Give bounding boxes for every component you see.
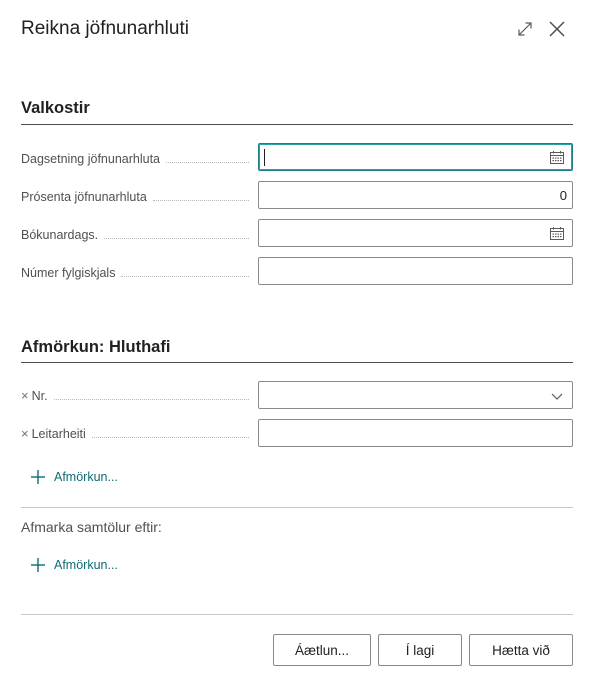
field-label-document-no: Númer fylgiskjals bbox=[21, 264, 249, 280]
section-divider bbox=[21, 507, 573, 508]
ok-button[interactable]: Í lagi bbox=[378, 634, 462, 666]
text-caret bbox=[264, 149, 265, 166]
posting-date-input[interactable] bbox=[258, 219, 573, 247]
dialog-title: Reikna jöfnunarhluti bbox=[21, 18, 189, 39]
field-label-posting-date: Bókunardags. bbox=[21, 226, 249, 242]
schedule-button[interactable]: Áætlun... bbox=[273, 634, 371, 666]
document-no-input[interactable] bbox=[258, 257, 573, 285]
section-title-options: Valkostir bbox=[21, 99, 90, 117]
plus-icon bbox=[29, 556, 47, 574]
field-label-adjustment-date: Dagsetning jöfnunarhluta bbox=[21, 150, 249, 166]
close-icon[interactable] bbox=[546, 18, 568, 40]
add-filter-link[interactable] bbox=[29, 467, 118, 487]
add-totals-filter-label: Afmörkun... bbox=[54, 558, 118, 572]
filter-no-dropdown[interactable] bbox=[258, 381, 573, 409]
expand-icon[interactable] bbox=[514, 18, 536, 40]
remove-filter-icon[interactable]: × bbox=[21, 388, 29, 403]
remove-filter-icon[interactable]: × bbox=[21, 426, 29, 441]
filter-label-search-name: × Leitarheiti bbox=[21, 425, 249, 441]
footer-divider bbox=[21, 614, 573, 615]
add-filter-label: Afmörkun... bbox=[54, 470, 118, 484]
filter-search-name-input[interactable] bbox=[258, 419, 573, 447]
field-label-adjustment-percent: Prósenta jöfnunarhluta bbox=[21, 188, 249, 204]
chevron-down-icon[interactable] bbox=[548, 387, 566, 404]
totals-filter-label: Afmarka samtölur eftir: bbox=[21, 519, 162, 535]
filter-label-no: × Nr. bbox=[21, 387, 249, 403]
plus-icon bbox=[29, 468, 47, 486]
adjustment-date-input[interactable] bbox=[258, 143, 573, 171]
section-divider bbox=[21, 124, 573, 125]
add-totals-filter-link[interactable] bbox=[29, 555, 118, 575]
adjustment-percent-value: 0 bbox=[559, 188, 567, 203]
calendar-icon[interactable] bbox=[548, 149, 566, 166]
cancel-button[interactable]: Hætta við bbox=[469, 634, 573, 666]
section-title-filter: Afmörkun: Hluthafi bbox=[21, 338, 171, 356]
adjustment-percent-input[interactable] bbox=[258, 181, 573, 209]
calendar-icon[interactable] bbox=[548, 225, 566, 242]
section-divider bbox=[21, 362, 573, 363]
